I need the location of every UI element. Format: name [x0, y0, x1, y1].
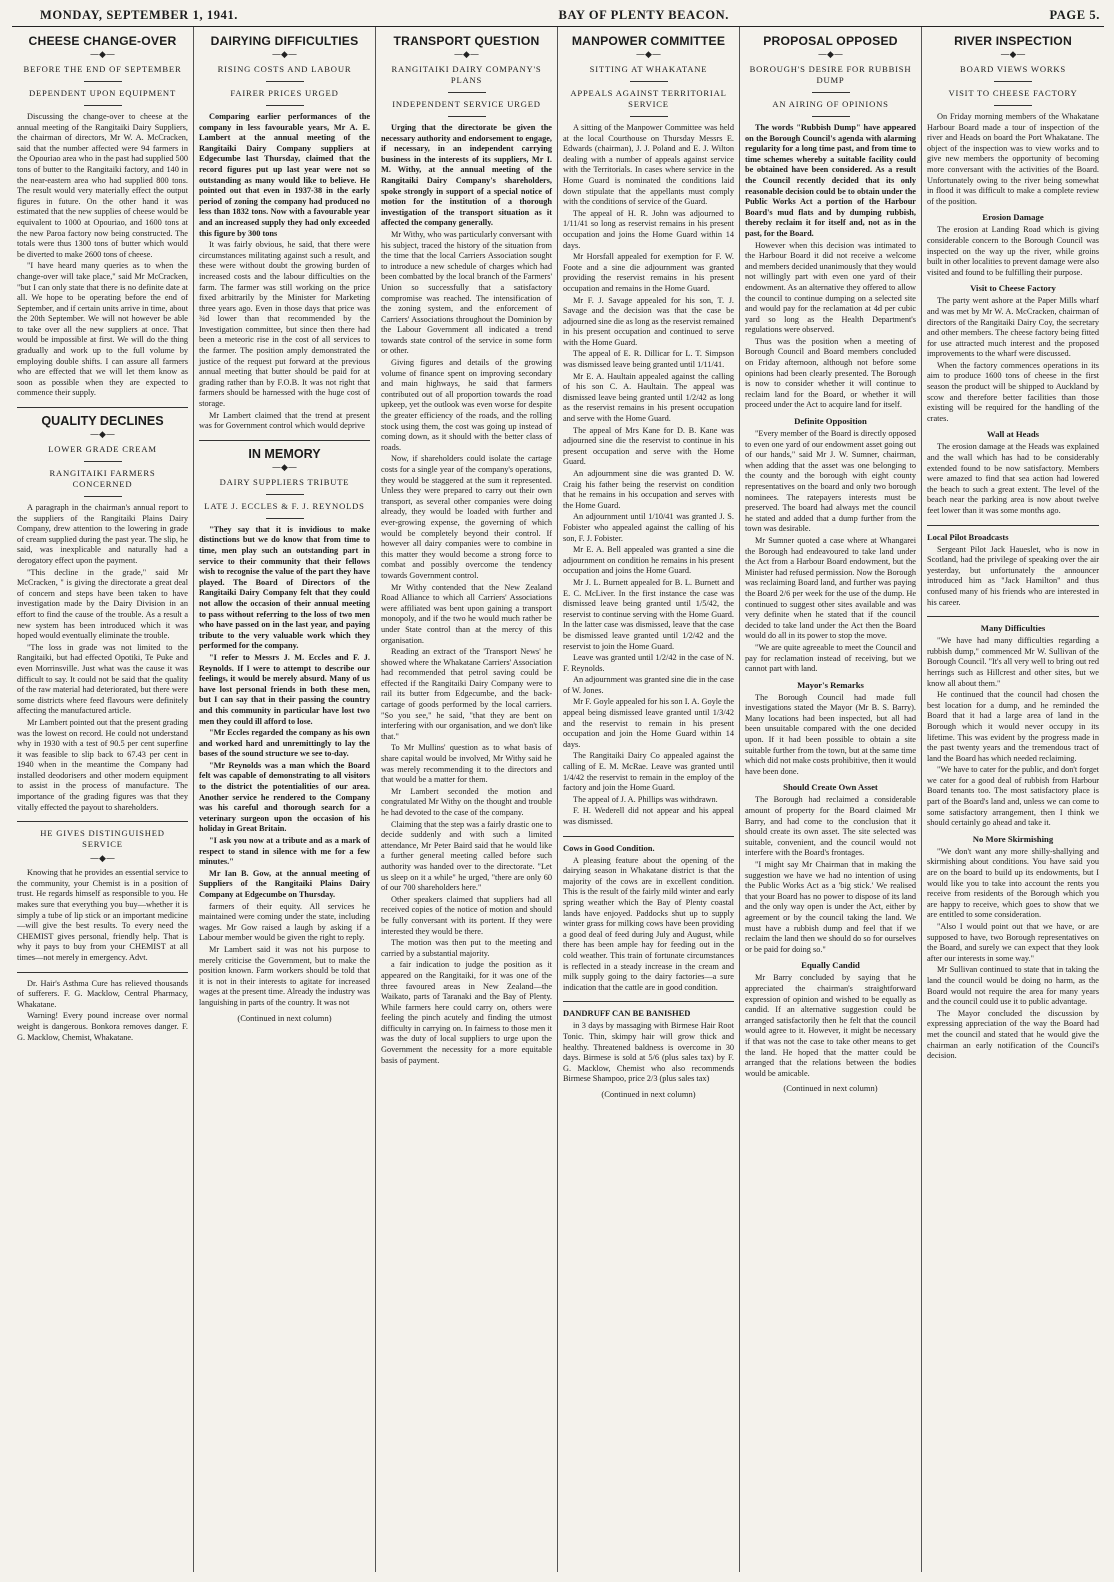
article-paragraph: "I have heard many queries as to when the change-over will take place," said Mr McCracken, "but I can only state that there is no definite date at all. We hope to be operating before the end of September, and if certain units arrive in time, about the 20th September. We will not however be able to take over all the new suppliers at once. That would be impossible at first. We will do the thing gradually and work up to the full volume by employing double shifts. I can assure all farmers who are effected that we will let them know as soon as possible when they are expected to commence their supply.	[17, 261, 188, 398]
article-paragraph: Mr Horsfall appealed for exemption for F. W. Foote and a sine die adjournment was granted providing the reservist remains in his present occupation and remains in the Home Guard.	[563, 252, 734, 293]
article-paragraph: Claiming that the step was a fairly drastic one to decide suddenly and with such a limited attendance, Mr Peter Baird said that he would like a further general meeting called before such authority was handed over to the directorate. "Let us sleep on it a while" he urged, "there are only 60 of our 700 shareholders here."	[381, 819, 552, 893]
article-paragraph: Giving figures and details of the growing volume of finance spent on improving secondary and main highways, he said that farmers contributed out of all proportion towards the road upkeep, yet the outlook was even worse for despite the greater efficiency of the roads, and the rolling stock using them, the cost was going up instead of coming down, as it should with the better class of roads.	[381, 358, 552, 452]
section-subhead: Mayor's Remarks	[797, 679, 864, 690]
article-paragraph: "Mr Reynolds was a man which the Board felt was capable of demonstrating to all visitors to the district the potentialities of our area. Another service he rendered to the Company was his careful and thorough search for a veterinary surgeon upon the occasion of his holiday in Great Britain.	[199, 760, 370, 834]
article-paragraph: F. H. Wederell did not appear and his appeal was dismissed.	[563, 806, 734, 826]
article-paragraph: "I ask you now at a tribute and as a mark of respect to stand in silence with me for a few minutes."	[199, 836, 370, 867]
article-paragraph: Mr Withy contended that the New Zealand Road Alliance to which all Carriers' Associations were affiliated was bent upon gaining a transport monopoly, and if the two he would much rather be under State control than at the mercy of this organisation.	[381, 582, 552, 645]
article-paragraph: Other speakers claimed that suppliers had all received copies of the notice of motion and should be fully conversant with its portent. If they were interested they would be there.	[381, 894, 552, 936]
headline-ornament: —◆—	[818, 50, 843, 60]
column-5	[740, 27, 922, 1572]
article-paragraph: Urging that the directorate be given the necessary authority and endorsement to engage, if necessary, in an independent carrying business in the interests of its suppliers, Mr I. M. Withy, at the annual meeting of the Rangitaiki Dairy Company's shareholders, spoke strongly in support of a special notice of motion for the institution of a thorough investigation of the transport situation as it affected the company generally.	[381, 123, 552, 228]
article-paragraph: Mr Lambert said it was not his purpose to merely criticise the Government, but to make the position known. Farm workers should be told that it is not in their interests to agitate for increased wages at the present time. Already the industry was languishing in parts of the country. It was not	[199, 944, 370, 1007]
deck-rule	[84, 105, 122, 106]
section-subhead: Visit to Cheese Factory	[970, 283, 1056, 294]
deck-rule	[266, 494, 304, 495]
article-headline: TRANSPORT QUESTION	[393, 34, 540, 48]
article-paragraph: The motion was then put to the meeting and carried by a substantial majority.	[381, 938, 552, 958]
section-subhead: Wall at Heads	[986, 429, 1040, 440]
article-paragraph: A paragraph in the chairman's annual report to the suppliers of the Rangitaiki Plains Dairy Company, drew attention to the lowering in grade of cream supplied during the past year. The slip, he said, was inexplicable and naturally had a derogatory effect upon the payment.	[17, 503, 188, 565]
deck-rule	[266, 81, 304, 82]
article-subheading: SITTING AT WHAKATANE	[589, 64, 708, 74]
article-paragraph: Sergeant Pilot Jack Haueslet, who is now in Scotland, had the privilege of speaking over the air yesterday, but unfortunately the announcer introduced him as "Jack Hamilton" and thus confused many of his friends who are interested in his career.	[927, 544, 1099, 607]
article-paragraph: Mr F. J. Savage appealed for his son, T. J. Savage and the decision was that the case be adjourned sine die as long as the reservist remained in his present occupation and continued to serve with the Home Guard.	[563, 295, 734, 347]
article-separator	[563, 836, 734, 837]
article-paragraph: Discussing the change-over to cheese at the annual meeting of the Rangitaiki Dairy Suppliers, the chairman of directors, Mr W. A. McCracken, said that the number affected were 94 farmers in the Opouriao area who in the past had supplied 500 tons of butter to the Rangitaiki factory, and 140 in the near-eastern area who had supplied 800 tons. The result would very materially effect the output figures in future. On the other hand it was estimated that the new supplies of cheese would be equivalent to 1000 at Opouriao, and 1600 tons at the new Paroa factory now being constructed. The totals were thus 1300 tons of butter which would be diverted to make 2600 tons of cheese.	[17, 112, 188, 259]
article-paragraph: The appeal of H. R. John was adjourned to 1/11/41 so long as reservist remains in his present occupation and joins the Home Guard within 14 days.	[563, 208, 734, 250]
article-paragraph: "We are quite agreeable to meet the Council and pay for reclamation instead of receiving, but we cannot part with land.	[745, 642, 916, 674]
article-headline: HE GIVES DISTINGUISHED SERVICE	[40, 828, 165, 850]
deck-rule	[266, 518, 304, 519]
article-paragraph: Mr Barry concluded by saying that he appreciated the chairman's straightforward expression of opinion and wished to be equally as candid. If an alternative suggestion could be arranged satisfactorily then he felt that the council would agree to it. However, it might be necessary if that was not the case to take other means to get the land. He hoped that the matter could be arranged that the relations between the bodies would be amicable.	[745, 973, 916, 1078]
section-subhead: No More Skirmishing	[972, 833, 1054, 844]
article-separator	[17, 407, 188, 408]
article-paragraph: Mr F. Goyle appealed for his son I. A. Goyle the appeal being dismissed leave granted until 1/3/42 and the reservist to remain in his present occupation and join the Home Guard within 14 days.	[563, 697, 734, 749]
deck-rule	[84, 496, 122, 497]
article-paragraph: Dr. Hair's Asthma Cure has relieved thousands of sufferers. F. G. Macklow, Central Pharmacy, Whakatane.	[17, 978, 188, 1009]
article-paragraph: Mr Sumner quoted a case where at Whangarei the Borough had endeavoured to take land under the Act from a Harbour Board endowment, but the Minister had refused permission. Now the Borough was reclaiming Board land, and further was paying the Board 2/6 per week for the use of the dump. He continued to suggest other sites available and was very definite when he stated that if the council decided to take land under the Act then the Board would do all in its power to stop the move.	[745, 535, 916, 641]
article-paragraph: The erosion damage at the Heads was explained and the wall which has had to be considerably extended found to be now satisfactory. Members were amazed to find that sea action had lowered the beach to such a great extent. The level of the beach near the parking area is now about twelve feet lower than it was some months ago.	[927, 442, 1099, 515]
headline-ornament: —◆—	[1000, 50, 1026, 60]
article-paragraph: Mr Ian B. Gow, at the annual meeting of Suppliers of the Rangitaiki Plains Dairy Company at Edgecumbe on Thursday.	[199, 868, 370, 899]
article-paragraph: Reading an extract of the 'Transport News' he showed where the Whakatane Carriers' Association had recommended that petrol saving could be effected if the Rangitaiki Dairy Company were to rail its butter from Edgecumbe, and the back-cartage of goods performed by the local carriers. "So you see," he said, "that they are bent on interfering with our organisation, and we don't like that."	[381, 647, 552, 741]
deck-rule	[448, 116, 486, 117]
masthead	[12, 8, 1104, 27]
deck-rule	[448, 92, 486, 93]
continued-note: (Continued in next column)	[237, 1012, 332, 1023]
article-paragraph: To Mr Mullins' question as to what basis of share capital would be involved, Mr Withy said he was merely recommending it to the directors and that would be a matter for them.	[381, 743, 552, 785]
article-paragraph: An adjournment sine die was granted D. W. Craig his father being the reservist on condition that he remains in his occupation and serves with the Home Guard.	[563, 469, 734, 510]
article-paragraph: Mr E. A. Haultain appealed against the calling of his son C. A. Haultain. The appeal was dismissed leave being granted until 1/2/42 as long as the reservist remains in his present occupation and serve with the Home Guard.	[563, 371, 734, 424]
article-paragraph: "They say that it is invidious to make distinctions but we do know that from time to time, men play such an outstanding part in service to their community that their fellows wish to recognise the value of the part they have played. The Board of Directors of the Rangitaiki Dairy Company felt that they could not allow the occasion of their annual meeting to pass without referring to the loss of two men who have passed on in the last year, and paying tribute to the very valuable work which they performed for the company.	[199, 524, 370, 651]
article-subheading: RISING COSTS AND LABOUR	[217, 64, 352, 74]
article-paragraph: However when this decision was intimated to the Harbour Board it did not receive a welcome and members decided unanimously that they would not willingly part with even one yard of their endowment. As an alternative they offered to allow the council to continue dumping on a selected site and would pay for the reclamation at 4d per cubic yard so long as the Health Department's regulations were observed.	[745, 240, 916, 335]
section-subhead: Should Create Own Asset	[783, 782, 878, 793]
article-paragraph: "I might say Mr Chairman that in making the suggestion we have we had no intention of using the Public Works Act as a 'big stick.' We realised that your Board has no power to dispose of its land and the only way open is under the Act, either by agreement or by the council taking the land. We must have a rubbish dump and feel that if we reclaim the land then we should do so for ourselves or be paid for doing so."	[745, 860, 916, 954]
article-paragraph: The erosion at Landing Road which is giving considerable concern to the Borough Council was inspected on the way up the river, while groins built in other localities to prevent damage were also visited and found to be fulfilling their purpose.	[927, 225, 1099, 277]
article-subheading: APPEALS AGAINST TERRITORIAL SERVICE	[570, 88, 727, 109]
headline-ornament: —◆—	[272, 462, 297, 473]
article-paragraph: "We have to cater for the public, and don't forget we cater for a good deal of rubbish from Harbour Board tenants too. The most satisfactory place is part of the Board's land and, unless we can come to some satisfactory arrangement, then I think we should certainly go ahead and take it.	[927, 765, 1099, 828]
deck-rule	[266, 105, 304, 106]
article-paragraph: "Also I would point out that we have, or are supposed to have, two Borough representatives on the Board, and surely we can expect that they look after our interests in some way."	[927, 922, 1099, 963]
section-subhead: Many Difficulties	[980, 623, 1046, 634]
article-paragraph: The Borough Council had made full investigations stated the Mayor (Mr B. S. Barry). Many locations had been inspected, but all had been unsuitable compared with the one decided upon. If it had been possible to obtain a site suitable further from the town, but at the same time which did not make costs prohibitive, then it would have been done.	[745, 692, 916, 776]
section-subhead: Definite Opposition	[794, 416, 867, 427]
article-paragraph: The Mayor concluded the discussion by expressing appreciation of the way the Board had met the council and stated that he would give the chairman an early notification of the Council's decision.	[927, 1008, 1099, 1061]
article-paragraph: "I refer to Messrs J. M. Eccles and F. J. Reynolds. If I were to attempt to describe our feelings, it would be merely absurd. Many of us have lost personal friends in both these men, but I can say that in their passing the country and this community in particular have lost two men they could ill afford to lose.	[199, 652, 370, 726]
article-paragraph: Comparing earlier performances of the company in less favourable years, Mr A. E. Lambert at the annual meeting of the Rangitaiki Dairy Company suppliers at Edgecumbe last Thursday, claimed that the record figures put up last year were not so outstanding as many would like to believe. He pointed out that even in 1937-38 in the early period of zoning the company had produced no less than 1832 tons. Now with a favourable year and an increased supply they had only exceeded this figure by 300 tons	[199, 112, 370, 238]
deck-rule	[994, 81, 1032, 82]
article-paragraph: An adjournment was granted sine die in the case of W. Jones.	[563, 675, 734, 695]
article-paragraph: The appeal of E. R. Dillicar for L. T. Simpson was dismissed leave being granted until 1/11/41.	[563, 349, 734, 370]
article-paragraph: Mr Withy, who was particularly conversant with his subject, traced the history of the situation from the time that the local Carriers Association sought to introduce a new schedule of charges which had been combatted by the local branch of the Farmers' Union so successfully that a satisfactory compromise was reached. The intensification of the zoning system, and the enforcement of Carriers' Associations throughout the Dominion by the Labour Government all indicated a trend towards state control of the service in some form or other.	[381, 229, 552, 356]
deck-rule	[630, 81, 668, 82]
headline-ornament: —◆—	[454, 50, 479, 60]
article-paragraph: "Mr Eccles regarded the company as his own and worked hard and unremittingly to lay the bases of the sound structure we see to-day.	[199, 728, 370, 759]
column-2	[194, 27, 376, 1572]
article-paragraph: Mr J. L. Burnett appealed for B. L. Burnett and E. C. McLiver. In the first instance the case was dismissed leave being granted until 1/5/42, the reservist to continue serving with the Home Guard. In the latter case was dismissed, leave that the case be dismissed leave granted until 1/2/42 and the reservist to join the Home Guard.	[563, 577, 734, 651]
article-subheading: DAIRY SUPPLIERS TRIBUTE	[219, 476, 350, 487]
article-paragraph: An adjournment until 1/10/41 was granted J. S. Fobister who appealed against the calling of his son, F. J. Fobister.	[563, 512, 734, 543]
article-subheading: BEFORE THE END OF SEPTEMBER	[23, 64, 182, 74]
article-subheading: INDEPENDENT SERVICE URGED	[392, 99, 541, 109]
article-paragraph: farmers of their equity. All services he maintained were coming under the state, including wages. Mr Gow raised a laugh by asking if a Labour member would be given the right to reply.	[199, 901, 370, 943]
article-paragraph: Knowing that he provides an essential service to the community, your Chemist is in a position of trust. He regards himself as responsible to you. He makes sure that everything you buy—whether it is simply a tube of lip stick or an important medicine—will give the best results. To every need the CHEMIST gives personal, friendly help. That is why it pays to buy from your CHEMIST at all times—not merely in emergency. Advt.	[17, 868, 188, 962]
continued-note: (Continued in next column)	[783, 1083, 878, 1094]
headline-ornament: —◆—	[90, 854, 115, 865]
article-paragraph: The words "Rubbish Dump" have appeared on the Borough Council's agenda with alarming regularity for a long time past, and from time to time schemes whereby a suitable facility could be obtained have been considered. As a result the Council recently decided that its only reasonable decision could be to obtain under the Public Works Act a portion of the Harbour Board's mud flats and by dumping rubbish, thereby reclaim it for itself and, not as in the past, for the Board.	[745, 123, 916, 238]
article-paragraph: He continued that the council had chosen the best location for a dump, and he reminded the Board that it had a large area of land in the Borough which it would never occupy in its lifetime. This was evident by the progress made in the past twenty years and the tremendous tract of land the Board has which needed reclaiming.	[927, 690, 1099, 763]
article-headline: QUALITY DECLINES	[41, 414, 164, 429]
article-paragraph: Warning! Every pound increase over normal weight is dangerous. Bonkora removes danger. F. G. Macklow, Chemist, Whakatane.	[17, 1011, 188, 1042]
article-headline: CHEESE CHANGE-OVER	[28, 34, 177, 48]
article-separator	[927, 616, 1099, 617]
column-6	[922, 27, 1104, 1572]
deck-rule	[812, 116, 850, 117]
article-paragraph: The appeal of J. A. Phillips was withdrawn.	[573, 794, 718, 804]
article-paragraph: "We have had many difficulties regarding a rubbish dump," commenced Mr W. Sullivan of the Borough Council. "It's all very well to bring out red herrings such as Hillcrest and other sites, but we know all about them."	[927, 636, 1099, 688]
column-3	[376, 27, 558, 1572]
article-separator	[927, 525, 1099, 526]
article-paragraph: in 3 days by massaging with Birmese Hair Root Tonic. Thin, skimpy hair will grow thick and healthy. Threatened baldness is overcome in 30 days. Birmese is sold at 5/6 (plus sales tax) by F. G. Macklow, Chemist who also recommends Birmese Shampoo, price 2/3 (plus sales tax)	[563, 1021, 734, 1084]
section-subhead: Equally Candid	[801, 960, 860, 971]
article-paragraph: The party went ashore at the Paper Mills wharf and was met by Mr W. A. McCracken, chairman of directors of the Rangitaiki Dairy Coy, the secretary and other members. The cheese factory being fitted for use attracted much interest and the proposed improvements to the wharf were discussed.	[927, 296, 1099, 359]
article-columns	[12, 27, 1104, 1572]
article-paragraph: Thus was the position when a meeting of Borough Council and Board members concluded on Friday afternoon, although not before some opinions had been clearly presented. The Borough is now to consider whether it will continue to reclaim land for the Board, or whether it will proceed under the Act to acquire land for itself.	[745, 336, 916, 410]
article-subheading: LOWER GRADE CREAM	[48, 444, 157, 455]
article-separator	[17, 972, 188, 973]
article-paragraph: Leave was granted until 1/2/42 in the case of N. F. Reynolds.	[563, 653, 734, 673]
deck-rule	[994, 105, 1032, 106]
article-paragraph: On Friday morning members of the Whakatane Harbour Board made a tour of inspection of the river and Heads on board the Port Whakatane. The object of the inspection was to view works and to give new members the opportunity of becoming more conversant with the activities of the Board. Unfortunately owing to the river being somewhat in flood it was difficult to make a complete review of the position.	[927, 112, 1099, 206]
column-4	[558, 27, 740, 1572]
article-paragraph: Mr Lambert claimed that the trend at present was for Government control which would deprive	[199, 410, 370, 431]
article-paragraph: The Borough had reclaimed a considerable amount of property for the Board claimed Mr Barry, and had come to the conclusion that it should create its own asset. The site selected was suitable, convenient, and the council would not interfere with the Board's frontages.	[745, 795, 916, 858]
article-subheading: RANGITAIKI DAIRY COMPANY'S PLANS	[391, 64, 542, 85]
headline-ornament: —◆—	[272, 50, 297, 60]
news-brief-title: Local Pilot Broadcasts	[927, 531, 1009, 542]
article-separator	[563, 1001, 734, 1002]
article-paragraph: When the factory commences operations in its aim to produce 1600 tons of cheese in the first season the product will be shipped to Auckland by scow and therefore better facilities than those existing will be required for the handling of the crates.	[927, 360, 1099, 423]
article-separator	[199, 440, 370, 441]
masthead-page-number: PAGE 5.	[1049, 8, 1100, 22]
article-subheading: LATE J. ECCLES & F. J. REYNOLDS	[204, 500, 365, 511]
masthead-date: MONDAY, SEPTEMBER 1, 1941.	[40, 8, 239, 22]
headline-ornament: —◆—	[90, 430, 115, 441]
section-subhead: Erosion Damage	[982, 212, 1044, 223]
deck-rule	[812, 92, 850, 93]
article-subheading: VISIT TO CHEESE FACTORY	[948, 88, 1078, 98]
article-paragraph: a fair indication to judge the position as it appeared on the Rangitaiki, for it was one of the three favoured areas in New Zealand—the Waikato, parts of Taranaki and the Bay of Plenty. While farmers here could carry on, others were feeling the pinch acutely and finding the utmost difficulty in carrying on. In fairness to those men it was the duty of local suppliers to urge upon the Government the necessity for a more equitable basis of payment.	[381, 960, 552, 1065]
deck-rule	[630, 116, 668, 117]
column-1	[12, 27, 194, 1572]
article-headline: MANPOWER COMMITTEE	[571, 34, 726, 48]
article-headline: RIVER INSPECTION	[954, 34, 1072, 48]
masthead-title: BAY OF PLENTY BEACON.	[558, 8, 730, 22]
article-headline: DAIRYING DIFFICULTIES	[210, 34, 359, 48]
article-subheading: RANGITAIKI FARMERS CONCERNED	[49, 468, 156, 490]
article-subheading: BOROUGH'S DESIRE FOR RUBBISH DUMP	[749, 64, 912, 85]
deck-rule	[84, 461, 122, 462]
headline-ornament: —◆—	[636, 50, 661, 60]
article-paragraph: Mr Lambert seconded the motion and congratulated Mr Withy on the thought and trouble he had devoted to the case of the company.	[381, 786, 552, 817]
article-paragraph: A pleasing feature about the opening of the dairying season in Whakatane district is that the majority of the cows are in excellent condition. This is the result of the fairly mild winter and early spring weather which the Bay of Plenty coastal lands have enjoyed. Paddocks shut up to supply winter grass for milking cows have been providing a good deal of feed during July and August, while there has been ample hay for feeding out in the cold weather. This train of fortunate circumstances is reflected in a steady increase in the cream and milk supply going to the dairy factories—a sure indication that the cattle are in good condition.	[563, 855, 734, 992]
article-paragraph: "We don't want any more shilly-shallying and skirmishing about conditions. You have said you are on the board to build up its endowments, but I would like you to take into account the rents you receive from residents of the Borough which you are happy to receive, which goes to show that we are entitled to some consideration.	[927, 846, 1099, 920]
article-paragraph: Mr E. A. Bell appealed was granted a sine die adjournment on condition he remains in his present occupation and joins the Home Guard.	[563, 545, 734, 576]
article-paragraph: "Every member of the Board is directly opposed to even one yard of our endowment asset going out of our hands," said Mr J. W. Sumner, chairman, when adding that the asset was one belonging to the county and the borough with eight county representatives on the board and only two borough nominees. The ratepayers interests must be preserved. The board had always met the council he stated and added that a dump further from the town was desirable.	[745, 429, 916, 534]
article-subheading: BOARD VIEWS WORKS	[960, 64, 1066, 74]
article-paragraph: Now, if shareholders could isolate the cartage costs for a single year of the company's operations, they would be staggered at the sum it represented. Unless they were prepared to carry out their own transport, as several other companies were doing already, they would be loaded with further and ever-growing expense, the governing of which would be completely beyond their control. If however all dairy companies were to combine in this matter they would become a strong force to combat and possibly overcome the tendency towards Government control.	[381, 454, 552, 580]
article-paragraph: It was fairly obvious, he said, that there were circumstances militating against such a result, and these were without doubt the growing burden of increased costs and the labour difficulties on the farm. The farmer was still working on the price fixed arbitrarily by the Minister for Marketing three years ago. Even in those days that price was ¾d lower than that recommended by the Investigation committee, but since then there had been a meteoric rise in the cost of all services to the farmer. The position amply demonstrated the justice of the request put forward at the previous annual meeting that butter should be paid for at grading rather than by F.O.B. It was not right that farmers should be harnessed with the huge cost of storage.	[199, 240, 370, 409]
deck-rule	[84, 81, 122, 82]
news-brief-title: DANDRUFF CAN BE BANISHED	[563, 1008, 691, 1019]
article-subheading: FAIRER PRICES URGED	[230, 88, 339, 98]
article-headline: PROPOSAL OPPOSED	[763, 34, 898, 48]
article-paragraph: "This decline in the grade," said Mr McCracken, " is giving the directorate a great deal of concern and steps have been taken to have investigation made by the Dairy Division in an effort to find the cause of the trouble. As a result a new system has been introduced which it was hoped would eventually eliminate the trouble.	[17, 567, 188, 641]
article-paragraph: The Rangitaiki Dairy Co appealed against the calling of E. M. McRae. Leave was granted until 1/4/42 the reservist to remain in the employ of the factory and join the Home Guard.	[563, 751, 734, 793]
news-brief-title: Cows in Good Condition.	[563, 842, 655, 853]
article-paragraph: The appeal of Mrs Kane for D. B. Kane was adjourned sine die the reservist to continue in his present occupation and serve with the Home Guard.	[563, 425, 734, 467]
article-separator	[17, 821, 188, 822]
headline-ornament: —◆—	[90, 50, 115, 60]
article-paragraph: A sitting of the Manpower Committee was held at the local Courthouse on Thursday Messrs E. Edwards (chairman), J. J. Poland and E. J. Wilton dealing with a number of appeals against service with the Territorials. In cases where service in the Home Guard is nominated the conditions laid down stipulate that the appellants must comply with the conditions of service of the Guard.	[563, 123, 734, 207]
continued-note: (Continued in next column)	[601, 1088, 696, 1099]
article-paragraph: "The loss in grade was not limited to the Rangitaiki, but had effected Opotiki, Te Puke and even Morrinsville. Just what was the cause it was difficult to say. It could not be said that the quality of the raw material had deteriorated, but there were some districts where feed flavours were definitely affecting the manufactured article.	[17, 642, 188, 716]
article-headline: IN MEMORY	[248, 446, 321, 461]
article-paragraph: Mr Lambert pointed out that the present grading was the lowest on record. He could not understand why in 1930 with a test of 90.5 per cent superfine it was feasible to slip back to 67.43 per cent in 1940 when in the meantime the Company had installed deodorisers and other modern equipment to assist in the process of manufacture. The importance of the grading figures was that they vitally effected the payout to shareholders.	[17, 717, 188, 812]
article-paragraph: Mr Sullivan continued to state that in taking the land the council would be doing no harm, as the Board would not require the area for many years and the council could use it to public advantage.	[927, 965, 1099, 1007]
article-subheading: AN AIRING OF OPINIONS	[772, 99, 889, 109]
article-subheading: DEPENDENT UPON EQUIPMENT	[29, 88, 176, 98]
